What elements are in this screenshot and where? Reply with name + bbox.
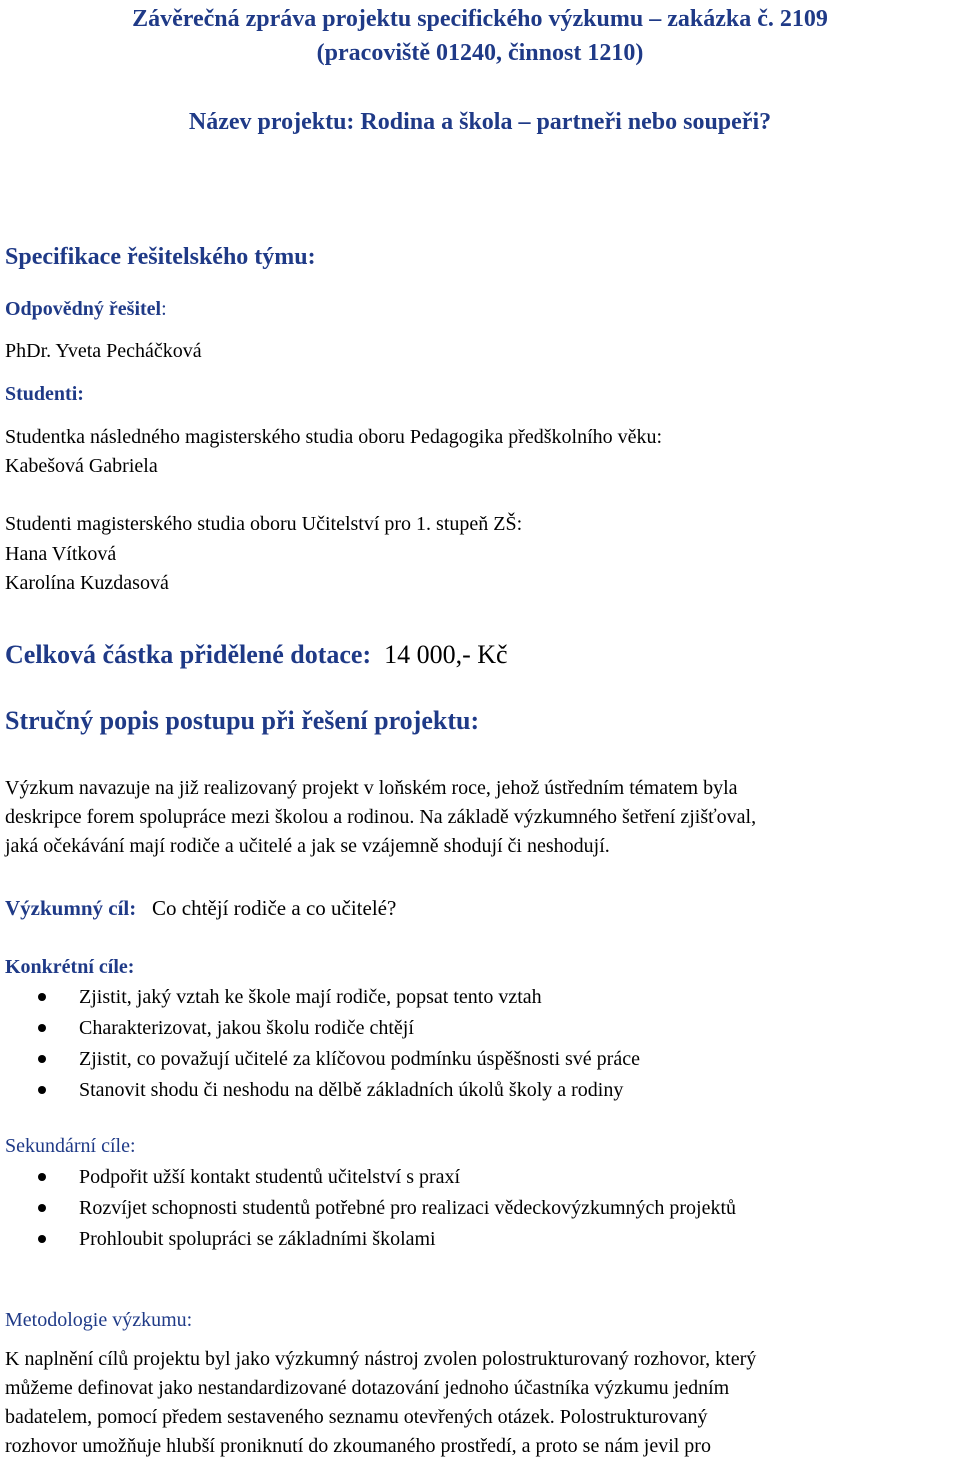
- methodology-line: rozhovor umožňuje hlubší proniknutí do zkoumaného prostředí, a proto se nám jevil pro: [5, 1435, 711, 1457]
- procedure-text: [5, 774, 955, 861]
- bullet-icon: [38, 1173, 46, 1181]
- list-item: Podpořit užší kontakt studentů učitelství s praxí: [5, 1162, 736, 1193]
- bullet-icon: [38, 1055, 46, 1063]
- title-line-1: Závěrečná zpráva projektu specifického výzkumu – zakázka č. 2109: [132, 6, 828, 32]
- student-name: Hana Vítková: [5, 543, 117, 565]
- list-item: Charakterizovat, jakou školu rodiče chtějí: [5, 1013, 640, 1044]
- list-item: Zjistit, co považují učitelé za klíčovou podmínku úspěšnosti své práce: [5, 1044, 640, 1075]
- document-title: [0, 2, 960, 139]
- list-item: Rozvíjet schopnosti studentů potřebné pro realizaci vědeckovýzkumných projektů: [5, 1193, 736, 1224]
- bullet-icon: [38, 1235, 46, 1243]
- bullet-icon: [38, 1204, 46, 1212]
- grant-amount: 14 000,- Kč: [384, 640, 508, 669]
- list-item: Prohloubit spolupráci se základními školami: [5, 1224, 736, 1255]
- procedure-line: Výzkum navazuje na již realizovaný projekt v loňském roce, jehož ústředním tématem byla: [5, 777, 738, 799]
- methodology-line: K naplnění cílů projektu byl jako výzkumný nástroj zvolen polostrukturovaný rozhovor, který: [5, 1348, 757, 1370]
- students-label: Studenti:: [5, 383, 84, 405]
- bullet-icon: [38, 993, 46, 1001]
- specific-goals-list: [5, 982, 640, 1106]
- goal-line: [5, 896, 955, 921]
- lead-label: Odpovědný řešitel: [5, 298, 162, 320]
- bullet-icon: [38, 1024, 46, 1032]
- student-group-1-desc: Studentka následného magisterského studia oboru Pedagogika předškolního věku:: [5, 426, 663, 448]
- list-item: Stanovit shodu či neshodu na dělbě základních úkolů školy a rodiny: [5, 1075, 640, 1106]
- lead-label-line: [5, 298, 955, 321]
- grant-line: [5, 640, 955, 670]
- bullet-icon: [38, 1086, 46, 1094]
- team-heading: Specifikace řešitelského týmu:: [5, 244, 316, 270]
- secondary-goals-list: [5, 1162, 736, 1255]
- specific-goals-heading: Konkrétní cíle:: [5, 956, 135, 978]
- procedure-line: deskripce forem spolupráce mezi školou a rodinou. Na základě výzkumného šetření zjišťoval,: [5, 806, 757, 828]
- goal-label: Výzkumný cíl:: [5, 896, 137, 920]
- methodology-line: můžeme definovat jako nestandardizované dotazování jednoho účastníka výzkumu jedním: [5, 1377, 730, 1399]
- title-line-2: (pracoviště 01240, činnost 1210): [316, 40, 644, 66]
- student-group-2-desc: Studenti magisterského studia oboru Učitelství pro 1. stupeň ZŠ:: [5, 513, 523, 535]
- procedure-heading: Stručný popis postupu při řešení projektu:: [5, 706, 480, 735]
- lead-colon: :: [161, 298, 167, 320]
- project-name: Název projektu: Rodina a škola – partneři nebo soupeři?: [188, 109, 772, 135]
- grant-label: Celková částka přidělené dotace:: [5, 640, 372, 669]
- secondary-goals-heading: Sekundární cíle:: [5, 1135, 136, 1157]
- methodology-line: badatelem, pomocí předem sestaveného seznamu otevřených otázek. Polostrukturovaný: [5, 1406, 708, 1428]
- list-item: Zjistit, jaký vztah ke škole mají rodiče, popsat tento vztah: [5, 982, 640, 1013]
- student-name: Kabešová Gabriela: [5, 455, 158, 477]
- lead-name: PhDr. Yveta Pecháčková: [5, 340, 202, 362]
- procedure-line: jaká očekávání mají rodiče a učitelé a jak se vzájemně shodují či neshodují.: [5, 835, 610, 857]
- student-name: Karolína Kuzdasová: [5, 572, 169, 594]
- goal-text: Co chtějí rodiče a co učitelé?: [152, 896, 397, 920]
- methodology-heading: Metodologie výzkumu:: [5, 1309, 193, 1331]
- methodology-text: [5, 1345, 955, 1461]
